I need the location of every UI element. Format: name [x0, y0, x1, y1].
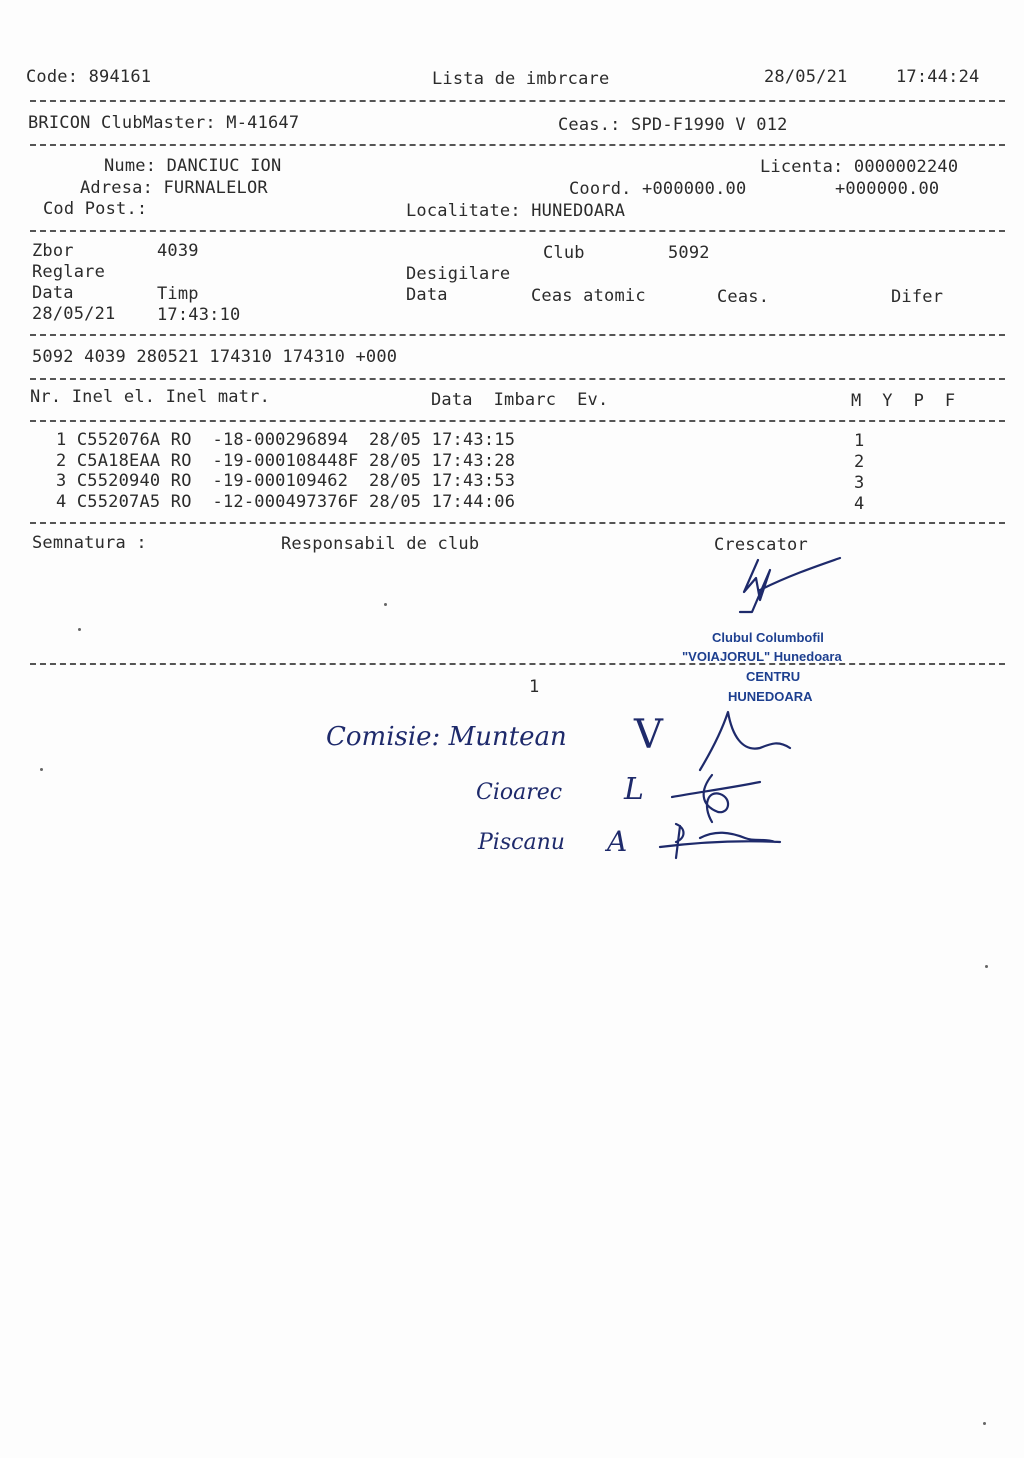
commission-line3: Piscanu: [478, 830, 565, 855]
commission-signature-2: [672, 775, 760, 822]
table-row: 2 C5A18EAA RO -19-000108448F 28/05 17:43:28: [56, 451, 516, 471]
owner-locality: Localitate: HUNEDOARA: [406, 201, 626, 221]
speck: [983, 1422, 986, 1425]
timp-label: Timp: [157, 284, 199, 304]
speck: [384, 603, 387, 606]
table-row-m: 3: [854, 473, 865, 493]
print-time: 17:44:24: [896, 67, 980, 87]
club-stamp-line2: "VOIAJORUL" Hunedoara: [682, 649, 842, 664]
table-row-m: 4: [854, 494, 865, 514]
code-label: Code: 894161: [26, 67, 152, 87]
ceas-label: Ceas.: [717, 287, 770, 307]
commission-initial-1: V: [634, 712, 663, 758]
code-line: 5092 4039 280521 174310 174310 +000: [32, 347, 398, 367]
table-header-mid: Data Imbarc Ev.: [431, 390, 609, 410]
page-number: 1: [529, 677, 540, 697]
owner-name: Nume: DANCIUC ION: [104, 156, 282, 176]
commission-line1: Comisie: Muntean: [326, 722, 567, 752]
table-row-m: 2: [854, 452, 865, 472]
breeder-label: Crescator: [714, 535, 808, 555]
club-responsible-label: Responsabil de club: [281, 534, 480, 554]
club-label: Club: [543, 243, 585, 263]
owner-licence: Licenta: 0000002240: [760, 157, 959, 177]
club-stamp-line4: HUNEDOARA: [728, 689, 813, 704]
print-date: 28/05/21: [764, 67, 848, 87]
data-label: Data: [32, 283, 74, 303]
table-header-right: M Y P F: [851, 391, 956, 411]
table-row: 1 C552076A RO -18-000296894 28/05 17:43:15: [56, 430, 516, 450]
speck: [78, 628, 81, 631]
owner-address: Adresa: FURNALELOR: [80, 178, 268, 198]
clock-label: Ceas.: SPD-F1990 V 012: [558, 115, 788, 135]
owner-coord: Coord. +000000.00: [569, 179, 747, 199]
commission-line2: Cioarec: [476, 780, 563, 805]
owner-postcode: Cod Post.:: [43, 199, 148, 219]
desigilare-label: Desigilare: [406, 264, 511, 284]
speck: [40, 768, 43, 771]
table-row: 3 C5520940 RO -19-000109462 28/05 17:43:53: [56, 471, 516, 491]
ceas-atomic-label: Ceas atomic: [531, 286, 646, 306]
commission-initial-2: L: [624, 772, 644, 807]
club-number: 5092: [668, 243, 710, 263]
device-label: BRICON ClubMaster: M-41647: [28, 113, 300, 133]
reglare-label: Reglare: [32, 262, 106, 282]
breeder-signature: [740, 558, 840, 612]
club-stamp-line3: CENTRU: [746, 669, 801, 684]
signature-label: Semnatura :: [32, 533, 147, 553]
commission-initial-3: A: [607, 825, 628, 858]
table-row-m: 1: [854, 431, 865, 451]
table-header-left: Nr. Inel el. Inel matr.: [30, 387, 271, 407]
flight-number: 4039: [157, 241, 199, 261]
club-stamp-line1: Clubul Columbofil: [712, 630, 824, 645]
reglare-date: 28/05/21: [32, 304, 116, 324]
reglare-time: 17:43:10: [157, 305, 241, 325]
speck: [985, 965, 988, 968]
data2-label: Data: [406, 285, 448, 305]
document-title: Lista de imbrcare: [432, 69, 610, 89]
difer-label: Difer: [891, 287, 944, 307]
owner-coord-2: +000000.00: [835, 179, 940, 199]
commission-signature-1: [700, 712, 790, 770]
flight-label: Zbor: [32, 241, 74, 261]
commission-signature-3: [660, 824, 780, 858]
table-row: 4 C55207A5 RO -12-000497376F 28/05 17:44:06: [56, 492, 516, 512]
